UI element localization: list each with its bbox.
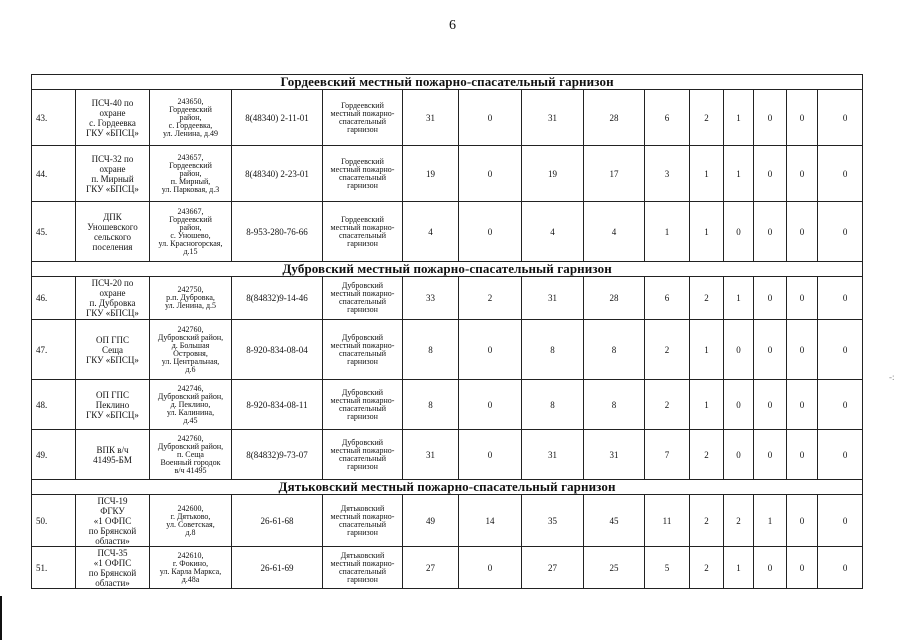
table-row — [32, 90, 863, 146]
value-cell: 2 — [645, 320, 690, 380]
value-cell: 31 — [522, 430, 584, 480]
value-cell: 0 — [787, 146, 818, 202]
value-cell: 0 — [818, 146, 863, 202]
value-cell: 6 — [645, 277, 690, 320]
value-cell: 0 — [754, 202, 787, 262]
table-row — [32, 430, 863, 480]
value-cell: 5 — [645, 547, 690, 589]
unit-name: ДПК Уношевского сельского поселения — [76, 202, 150, 262]
value-cell: 0 — [818, 495, 863, 547]
section-title: Дятьковский местный пожарно-спасательный гарнизон — [32, 480, 863, 495]
section-title: Дубровский местный пожарно-спасательный гарнизон — [32, 262, 863, 277]
value-cell: 28 — [584, 90, 645, 146]
unit-address: 242760, Дубровский район, п. Сеща Военный городок в/ч 41495 — [150, 430, 232, 480]
value-cell: 0 — [459, 320, 522, 380]
value-cell: 4 — [584, 202, 645, 262]
value-cell: 31 — [403, 90, 459, 146]
unit-address: 242600, г. Дятьково, ул. Советская, д.8 — [150, 495, 232, 547]
value-cell: 8 — [584, 380, 645, 430]
value-cell: 0 — [787, 495, 818, 547]
value-cell: 0 — [818, 380, 863, 430]
value-cell: 4 — [522, 202, 584, 262]
row-number: 43. — [32, 90, 76, 146]
value-cell: 28 — [584, 277, 645, 320]
value-cell: 8 — [584, 320, 645, 380]
value-cell: 49 — [403, 495, 459, 547]
value-cell: 0 — [754, 430, 787, 480]
fire-stations-table — [31, 74, 863, 589]
table-row — [32, 146, 863, 202]
unit-phone: 8(84832)9-73-07 — [232, 430, 323, 480]
value-cell: 6 — [645, 90, 690, 146]
value-cell: 7 — [645, 430, 690, 480]
value-cell: 0 — [818, 202, 863, 262]
unit-phone: 8(48340) 2-11-01 — [232, 90, 323, 146]
value-cell: 8 — [522, 320, 584, 380]
value-cell: 0 — [818, 547, 863, 589]
row-number: 44. — [32, 146, 76, 202]
value-cell: 0 — [754, 547, 787, 589]
unit-address: 243657, Гордеевский район, п. Мирный, ул. Парковая, д.3 — [150, 146, 232, 202]
unit-garrison: Дубровский местный пожарно- спасательный гарнизон — [323, 380, 403, 430]
value-cell: 1 — [690, 380, 724, 430]
value-cell: 1 — [690, 202, 724, 262]
value-cell: 0 — [754, 320, 787, 380]
row-number: 45. — [32, 202, 76, 262]
section-header-row — [32, 75, 863, 90]
table-row — [32, 277, 863, 320]
value-cell: 0 — [724, 430, 754, 480]
unit-name: ВПК в/ч 41495-БМ — [76, 430, 150, 480]
value-cell: 1 — [724, 90, 754, 146]
value-cell: 2 — [690, 547, 724, 589]
value-cell: 25 — [584, 547, 645, 589]
value-cell: 2 — [690, 90, 724, 146]
unit-phone: 8(48340) 2-23-01 — [232, 146, 323, 202]
page-number: 6 — [449, 18, 456, 33]
value-cell: 0 — [787, 380, 818, 430]
value-cell: 4 — [403, 202, 459, 262]
value-cell: 35 — [522, 495, 584, 547]
value-cell: 2 — [690, 430, 724, 480]
value-cell: 27 — [522, 547, 584, 589]
unit-name: ОП ГПС Сеща ГКУ «БПСЦ» — [76, 320, 150, 380]
value-cell: 31 — [584, 430, 645, 480]
value-cell: 0 — [787, 430, 818, 480]
section-title: Гордеевский местный пожарно-спасательный гарнизон — [32, 75, 863, 90]
value-cell: 0 — [754, 146, 787, 202]
unit-address: 243650, Гордеевский район, с. Гордеевка, ул. Ленина, д.49 — [150, 90, 232, 146]
unit-phone: 8-953-280-76-66 — [232, 202, 323, 262]
value-cell: 33 — [403, 277, 459, 320]
unit-address: 243667, Гордеевский район, с. Уношево, ул. Красногорская, д.15 — [150, 202, 232, 262]
value-cell: 31 — [403, 430, 459, 480]
value-cell: 2 — [690, 277, 724, 320]
row-number: 47. — [32, 320, 76, 380]
unit-name: ПСЧ-19 ФГКУ «1 ОФПС по Брянской области» — [76, 495, 150, 547]
row-number: 46. — [32, 277, 76, 320]
value-cell: 8 — [522, 380, 584, 430]
value-cell: 1 — [690, 320, 724, 380]
section-header-row — [32, 480, 863, 495]
value-cell: 17 — [584, 146, 645, 202]
unit-address: 242746, Дубровский район, д. Пеклино, ул. Калинина, д.45 — [150, 380, 232, 430]
value-cell: 27 — [403, 547, 459, 589]
unit-garrison: Гордеевский местный пожарно- спасательный гарнизон — [323, 146, 403, 202]
value-cell: 0 — [818, 430, 863, 480]
value-cell: 0 — [754, 380, 787, 430]
value-cell: 19 — [522, 146, 584, 202]
table-row — [32, 380, 863, 430]
row-number: 51. — [32, 547, 76, 589]
value-cell: 3 — [645, 146, 690, 202]
value-cell: 0 — [724, 202, 754, 262]
value-cell: 14 — [459, 495, 522, 547]
unit-address: 242750, р.п. Дубровка, ул. Ленина, д.5 — [150, 277, 232, 320]
value-cell: 2 — [459, 277, 522, 320]
value-cell: 0 — [787, 202, 818, 262]
value-cell: 0 — [818, 90, 863, 146]
section-header-row — [32, 262, 863, 277]
value-cell: 0 — [754, 277, 787, 320]
unit-name: ПСЧ-35 «1 ОФПС по Брянской области» — [76, 547, 150, 589]
value-cell: 0 — [787, 90, 818, 146]
unit-garrison: Гордеевский местный пожарно- спасательный гарнизон — [323, 90, 403, 146]
value-cell: 1 — [724, 547, 754, 589]
value-cell: 1 — [754, 495, 787, 547]
unit-garrison: Гордеевский местный пожарно- спасательный гарнизон — [323, 202, 403, 262]
unit-phone: 8(84832)9-14-46 — [232, 277, 323, 320]
unit-garrison: Дубровский местный пожарно- спасательный гарнизон — [323, 320, 403, 380]
value-cell: 0 — [754, 90, 787, 146]
value-cell: 0 — [818, 320, 863, 380]
value-cell: 0 — [818, 277, 863, 320]
value-cell: 1 — [690, 146, 724, 202]
unit-phone: 26-61-68 — [232, 495, 323, 547]
value-cell: 2 — [724, 495, 754, 547]
unit-phone: 8-920-834-08-11 — [232, 380, 323, 430]
value-cell: 1 — [724, 146, 754, 202]
row-number: 50. — [32, 495, 76, 547]
value-cell: 0 — [459, 547, 522, 589]
unit-name: ПСЧ-20 по охране п. Дубровка ГКУ «БПСЦ» — [76, 277, 150, 320]
value-cell: 2 — [645, 380, 690, 430]
value-cell: 0 — [459, 430, 522, 480]
unit-name: ПСЧ-40 по охране с. Гордеевка ГКУ «БПСЦ» — [76, 90, 150, 146]
value-cell: 1 — [724, 277, 754, 320]
value-cell: 2 — [690, 495, 724, 547]
value-cell: 0 — [724, 380, 754, 430]
table-row — [32, 320, 863, 380]
unit-address: 242610, г. Фокино, ул. Карла Маркса, д.48а — [150, 547, 232, 589]
value-cell: 0 — [787, 277, 818, 320]
row-number: 48. — [32, 380, 76, 430]
unit-garrison: Дятьковский местный пожарно- спасательный гарнизон — [323, 547, 403, 589]
unit-name: ПСЧ-32 по охране п. Мирный ГКУ «БПСЦ» — [76, 146, 150, 202]
value-cell: 31 — [522, 277, 584, 320]
value-cell: 31 — [522, 90, 584, 146]
value-cell: 0 — [459, 380, 522, 430]
value-cell: 0 — [459, 146, 522, 202]
value-cell: 11 — [645, 495, 690, 547]
unit-phone: 26-61-69 — [232, 547, 323, 589]
unit-address: 242760, Дубровский район, д. Большая Островня, ул. Центральная, д.6 — [150, 320, 232, 380]
value-cell: 19 — [403, 146, 459, 202]
unit-garrison: Дубровский местный пожарно- спасательный гарнизон — [323, 277, 403, 320]
value-cell: 45 — [584, 495, 645, 547]
unit-garrison: Дубровский местный пожарно- спасательный гарнизон — [323, 430, 403, 480]
value-cell: 1 — [645, 202, 690, 262]
value-cell: 0 — [787, 547, 818, 589]
value-cell: 8 — [403, 380, 459, 430]
table-row — [32, 495, 863, 547]
value-cell: 0 — [459, 202, 522, 262]
value-cell: 0 — [787, 320, 818, 380]
value-cell: 0 — [459, 90, 522, 146]
unit-phone: 8-920-834-08-04 — [232, 320, 323, 380]
table-row — [32, 202, 863, 262]
scan-edge-bar — [0, 596, 2, 640]
value-cell: 8 — [403, 320, 459, 380]
stray-margin-mark: -: — [889, 372, 895, 382]
unit-garrison: Дятьковский местный пожарно- спасательный гарнизон — [323, 495, 403, 547]
value-cell: 0 — [724, 320, 754, 380]
row-number: 49. — [32, 430, 76, 480]
unit-name: ОП ГПС Пеклино ГКУ «БПСЦ» — [76, 380, 150, 430]
table-row — [32, 547, 863, 589]
